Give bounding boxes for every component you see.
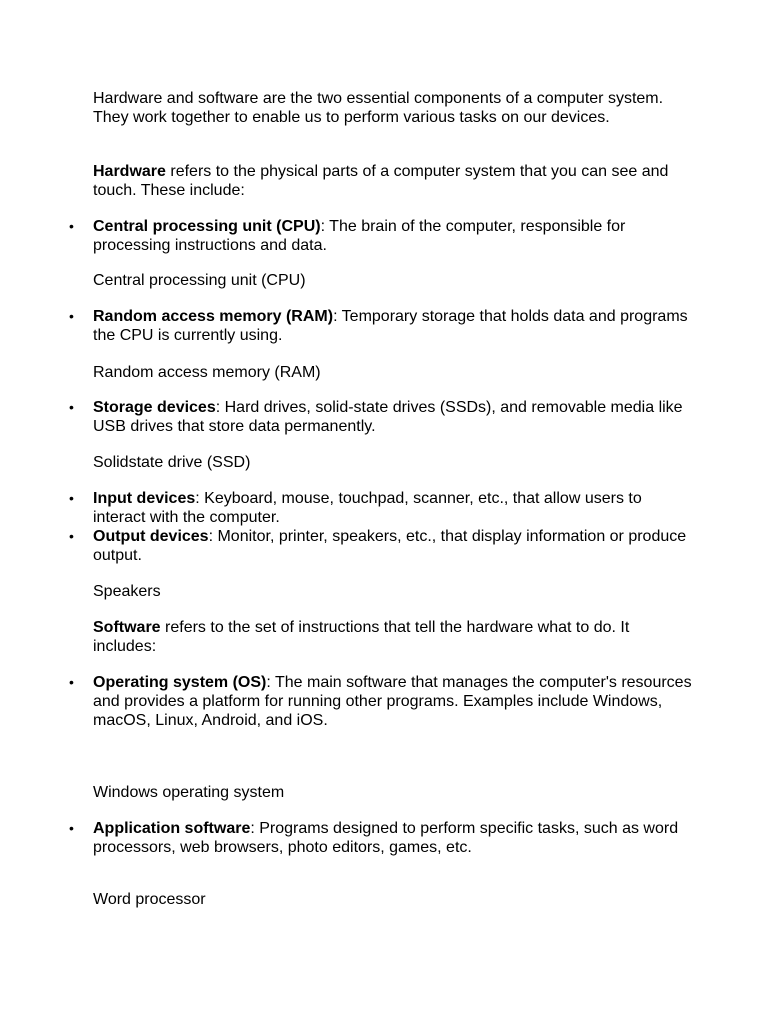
- software-intro-text: refers to the set of instructions that tell the hardware what to do. It includes:: [93, 619, 630, 655]
- intro-paragraph: [93, 89, 693, 127]
- application-caption: Word processor: [93, 891, 206, 908]
- output-description: : Monitor, printer, speakers, etc., that display information or produce output.: [93, 528, 687, 564]
- bullet-icon: •: [69, 674, 74, 690]
- list-item-cpu: [69, 217, 693, 255]
- bullet-icon: •: [69, 490, 74, 506]
- hardware-term: Hardware: [93, 163, 166, 180]
- bullet-icon: •: [69, 528, 74, 544]
- ram-caption: Random access memory (RAM): [93, 364, 321, 381]
- ram-description: : Temporary storage that holds data and programs the CPU is currently using.: [93, 308, 688, 344]
- input-term: Input devices: [93, 490, 196, 507]
- bullet-icon: •: [69, 218, 74, 234]
- software-intro-paragraph: [93, 618, 693, 656]
- os-caption: Windows operating system: [93, 784, 285, 801]
- application-term: Application software: [93, 820, 251, 837]
- os-term: Operating system (OS): [93, 674, 267, 691]
- ram-term: Random access memory (RAM): [93, 308, 334, 325]
- list-item-output: [69, 527, 693, 565]
- list-item-storage: [69, 398, 693, 436]
- bullet-icon: •: [69, 308, 74, 324]
- bullet-icon: •: [69, 820, 74, 836]
- bullet-icon: •: [69, 399, 74, 415]
- storage-description: : Hard drives, solid-state drives (SSDs), and removable media like USB drives that store data permanently.: [93, 399, 683, 435]
- cpu-caption: Central processing unit (CPU): [93, 272, 306, 289]
- cpu-term: Central processing unit (CPU): [93, 218, 321, 235]
- list-item-os: [69, 673, 693, 730]
- output-caption: Speakers: [93, 583, 161, 600]
- os-description: : The main software that manages the computer's resources and provides a platform for running other programs. Examples include Windows, macOS, Linux, Android, and iOS.: [93, 674, 692, 729]
- list-item-application: [69, 819, 693, 857]
- list-item-input: [69, 489, 693, 527]
- hardware-intro-paragraph: [93, 162, 693, 200]
- output-term: Output devices: [93, 528, 209, 545]
- software-term: Software: [93, 619, 161, 636]
- storage-caption: Solidstate drive (SSD): [93, 454, 251, 471]
- storage-term: Storage devices: [93, 399, 216, 416]
- application-description: : Programs designed to perform specific tasks, such as word processors, web browsers, photo editors, games, etc.: [93, 820, 679, 856]
- list-item-ram: [69, 307, 693, 345]
- input-description: : Keyboard, mouse, touchpad, scanner, etc., that allow users to interact with the computer.: [93, 490, 642, 526]
- intro-text: Hardware and software are the two essential components of a computer system. They work together to enable us to perform various tasks on our devices.: [93, 90, 664, 126]
- cpu-description: : The brain of the computer, responsible for processing instructions and data.: [93, 218, 626, 254]
- hardware-intro-text: refers to the physical parts of a computer system that you can see and touch. These include:: [93, 163, 669, 199]
